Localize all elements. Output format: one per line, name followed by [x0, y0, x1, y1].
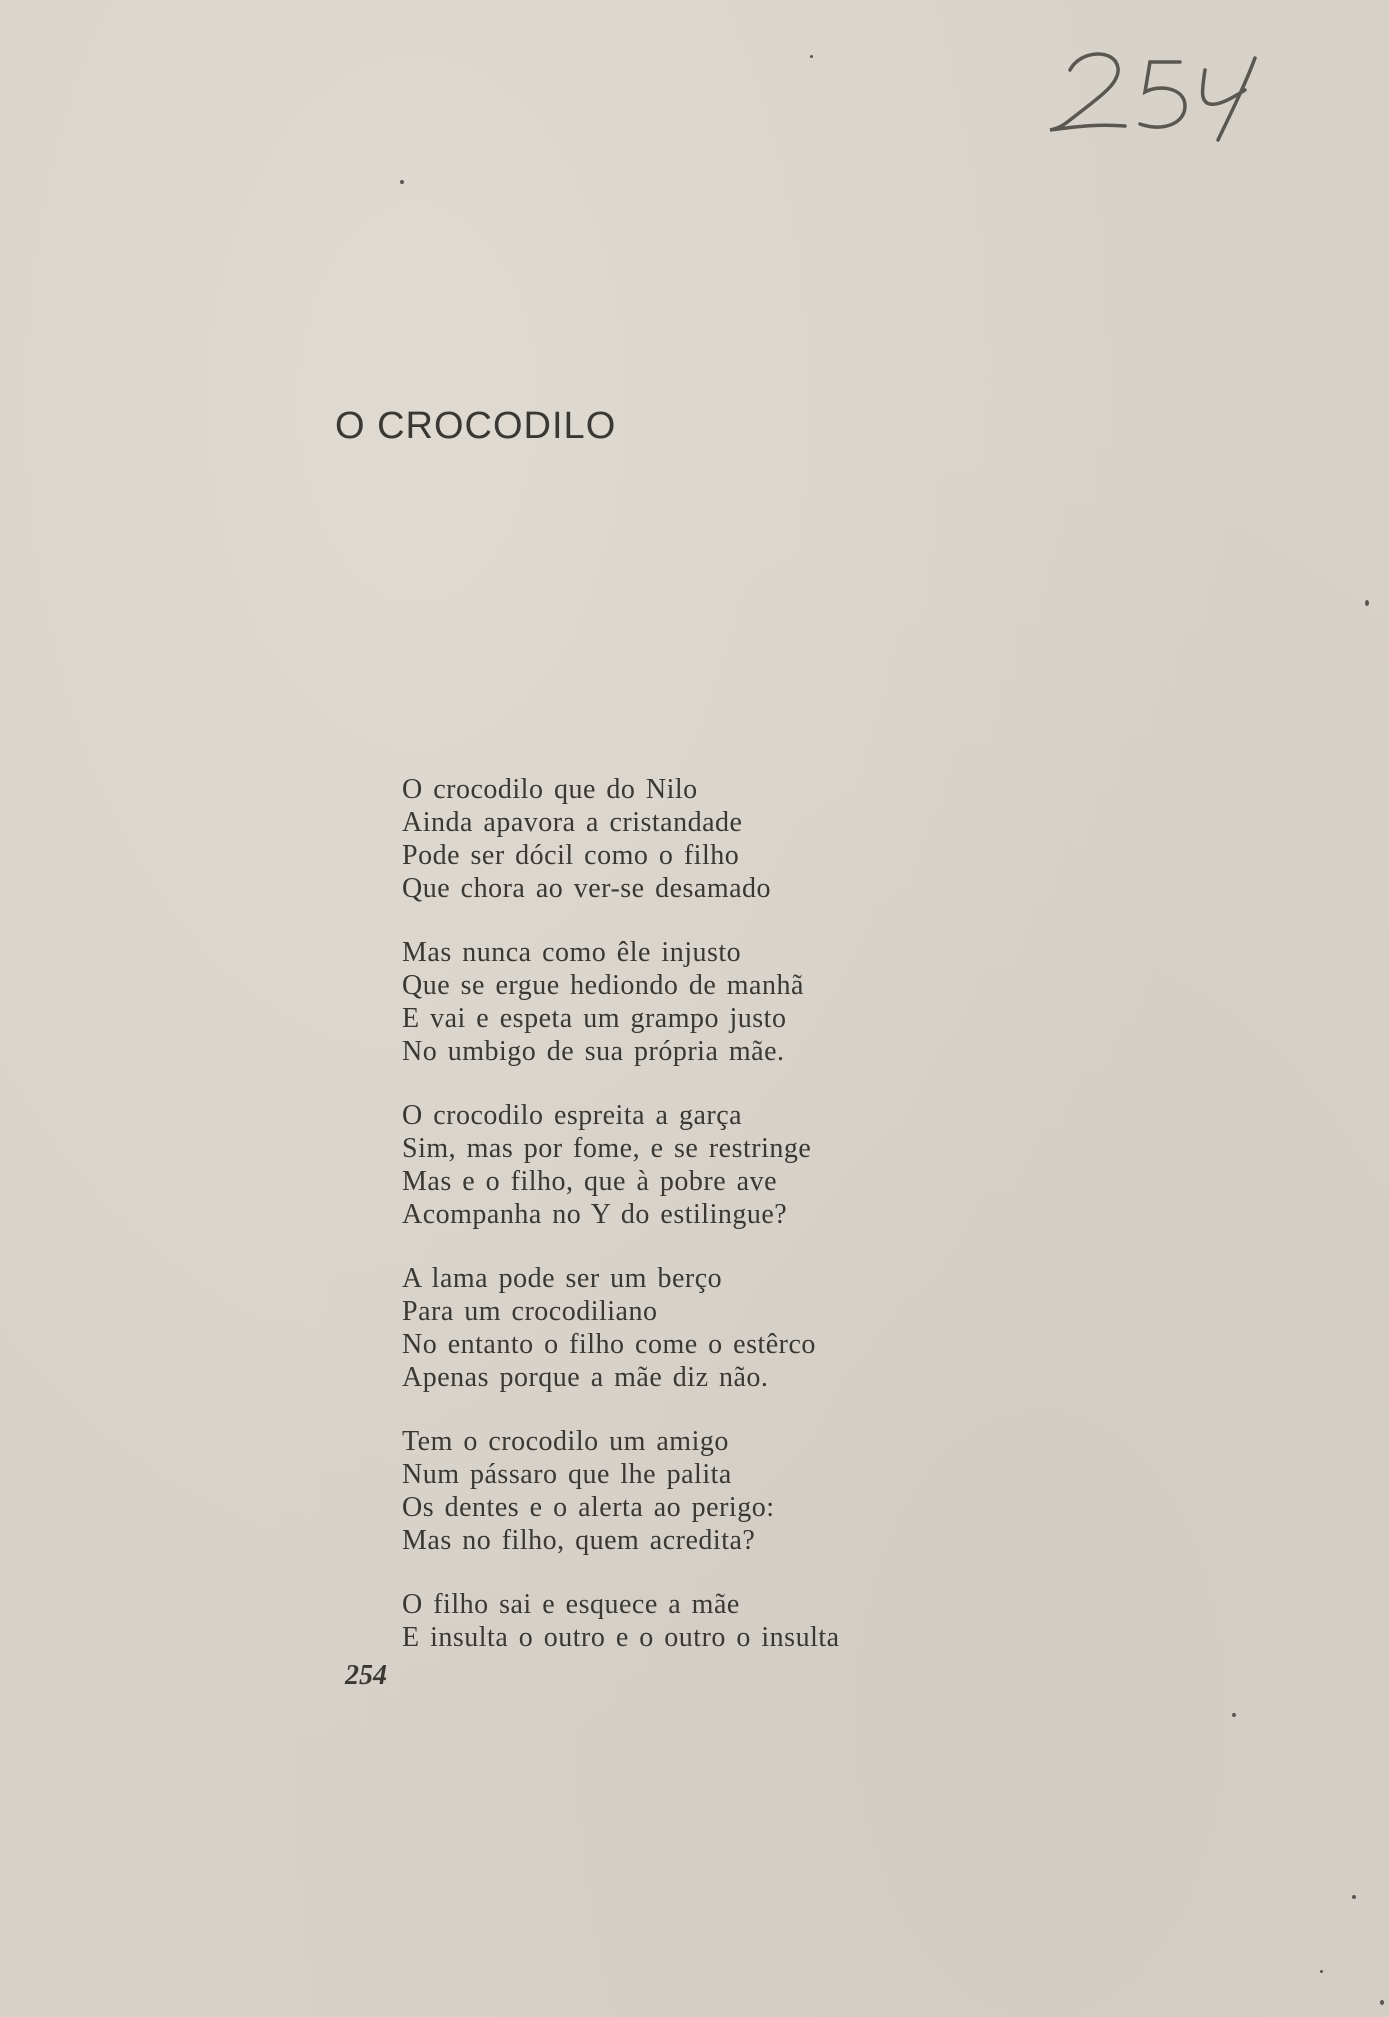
- poem-line: E vai e espeta um grampo justo: [402, 1003, 787, 1034]
- paper-speck: [1352, 1895, 1356, 1899]
- paper-speck: [810, 55, 813, 58]
- poem-line: O crocodilo que do Nilo: [402, 774, 698, 805]
- poem-line: Tem o crocodilo um amigo: [402, 1426, 729, 1457]
- poem-line: Ainda apavora a cristandade: [402, 807, 743, 838]
- poem-line: No entanto o filho come o estêrco: [402, 1329, 816, 1360]
- poem-title: O CROCODILO: [335, 405, 617, 447]
- poem-line: Que chora ao ver-se desamado: [402, 873, 772, 904]
- poem-line: O crocodilo espreita a garça: [402, 1100, 743, 1131]
- stanza-5: [402, 1425, 962, 1557]
- poem-line: Num pássaro que lhe palita: [402, 1459, 732, 1490]
- poem-line: Sim, mas por fome, e se restringe: [402, 1133, 812, 1164]
- stanza-2: [402, 936, 962, 1068]
- printed-page-number: 254: [345, 1660, 387, 1691]
- paper-speck: [1320, 1970, 1323, 1973]
- stanza-1: [402, 773, 962, 905]
- stanza-6: [402, 1588, 962, 1654]
- poem-line: O filho sai e esquece a mãe: [402, 1589, 740, 1620]
- stanza-4: [402, 1262, 962, 1394]
- paper-speck: [1380, 2000, 1384, 2005]
- poem-line: Mas nunca como êle injusto: [402, 937, 742, 968]
- poem-line: Para um crocodiliano: [402, 1296, 658, 1327]
- paper-speck: [1232, 1713, 1236, 1717]
- poem-body: [402, 773, 962, 1685]
- poem-line: Mas no filho, quem acredita?: [402, 1525, 756, 1556]
- poem-line: No umbigo de sua própria mãe.: [402, 1036, 785, 1067]
- stanza-3: [402, 1099, 962, 1231]
- poem-line: E insulta o outro e o outro o insulta: [402, 1622, 840, 1653]
- poem-line: Pode ser dócil como o filho: [402, 840, 740, 871]
- poem-line: Acompanha no Y do estilingue?: [402, 1199, 788, 1230]
- paper-speck: [1365, 600, 1369, 606]
- poem-line: Que se ergue hediondo de manhã: [402, 970, 804, 1001]
- handwritten-page-number: [1040, 40, 1270, 150]
- poem-line: Mas e o filho, que à pobre ave: [402, 1166, 777, 1197]
- poem-line: A lama pode ser um berço: [402, 1263, 723, 1294]
- poem-line: Apenas porque a mãe diz não.: [402, 1362, 769, 1393]
- paper-speck: [400, 180, 404, 184]
- poem-line: Os dentes e o alerta ao perigo:: [402, 1492, 775, 1523]
